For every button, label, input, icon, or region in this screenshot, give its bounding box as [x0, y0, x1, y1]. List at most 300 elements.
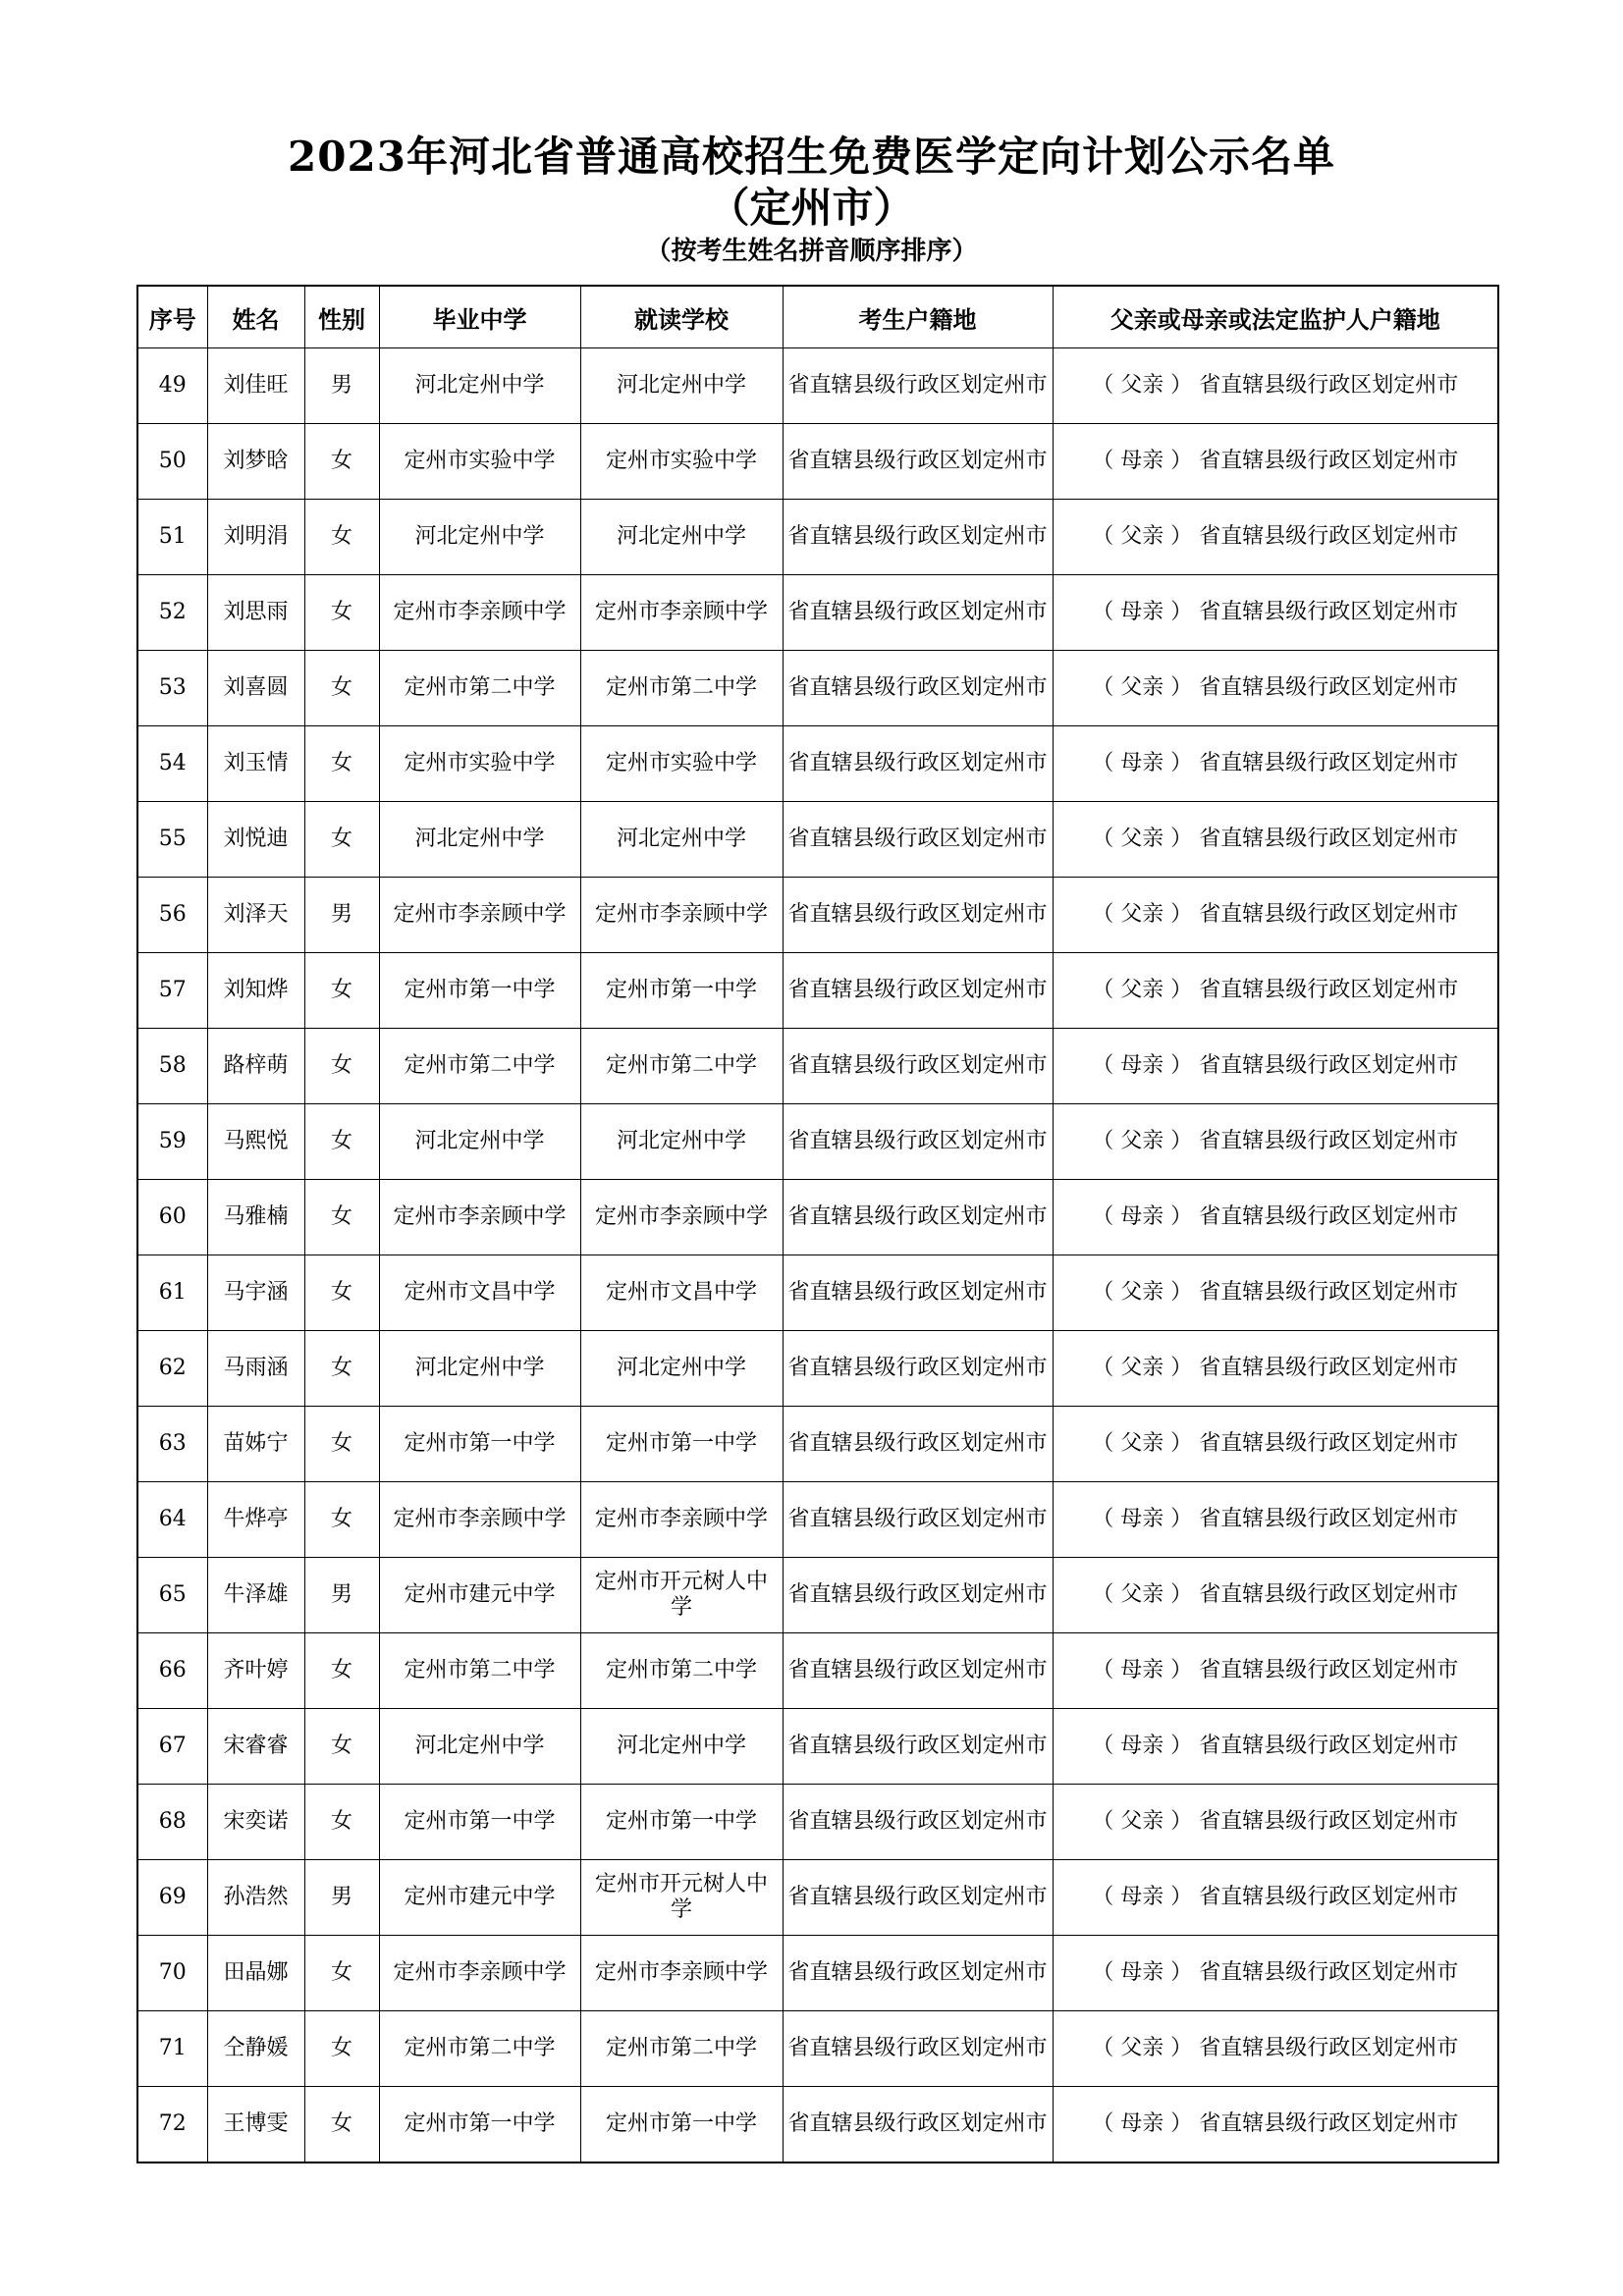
guardian-household-value: 省直辖县级行政区划定州市: [1199, 1356, 1459, 1380]
guardian-household-value: 省直辖县级行政区划定州市: [1199, 1734, 1459, 1758]
cell-name: 马雨涵: [207, 1331, 304, 1407]
relation-close-paren: ）: [1163, 1960, 1193, 1985]
guardian-household-value: 省直辖县级行政区划定州市: [1199, 1809, 1459, 1834]
guardian-relation: 母亲: [1120, 1885, 1164, 1909]
relation-open-paren: （: [1092, 2036, 1121, 2060]
relation-close-paren: ）: [1163, 1809, 1193, 1834]
cell-guardian-household: [1053, 802, 1498, 878]
cell-gender: 女: [304, 1936, 379, 2011]
cell-graduated-school: 定州市第二中学: [379, 1029, 580, 1104]
table-row: [137, 1104, 1498, 1180]
cell-name: 田晶娜: [207, 1936, 304, 2011]
cell-guardian-household: [1053, 2011, 1498, 2087]
relation-open-paren: （: [1092, 1053, 1121, 1078]
cell-name: 王博雯: [207, 2087, 304, 2163]
cell-guardian-household: [1053, 1407, 1498, 1482]
guardian-household-value: 省直辖县级行政区划定州市: [1199, 978, 1459, 1002]
relation-close-paren: ）: [1163, 1885, 1193, 1909]
cell-name: 刘明涓: [207, 500, 304, 575]
guardian-relation: 父亲: [1120, 675, 1164, 700]
guardian-relation: 父亲: [1120, 978, 1164, 1002]
cell-gender: 女: [304, 1785, 379, 1860]
cell-graduated-school: 定州市第一中学: [379, 953, 580, 1029]
table-row: [137, 1482, 1498, 1558]
guardian-relation: 父亲: [1120, 524, 1164, 549]
cell-graduated-school: 河北定州中学: [379, 1709, 580, 1785]
cell-graduated-school: 河北定州中学: [379, 1331, 580, 1407]
cell-graduated-school: 定州市第二中学: [379, 651, 580, 726]
guardian-household-value: 省直辖县级行政区划定州市: [1199, 1280, 1459, 1305]
guardian-household-value: 省直辖县级行政区划定州市: [1199, 449, 1459, 473]
cell-name: 孙浩然: [207, 1860, 304, 1936]
guardian-household-value: 省直辖县级行政区划定州市: [1199, 1658, 1459, 1682]
cell-guardian-household: [1053, 575, 1498, 651]
cell-graduated-school: 定州市李亲顾中学: [379, 1936, 580, 2011]
document-subtitle: （定州市）: [708, 184, 915, 232]
relation-close-paren: ）: [1163, 1053, 1193, 1078]
relation-close-paren: ）: [1163, 1204, 1193, 1229]
cell-index: 63: [137, 1407, 207, 1482]
cell-student-household: 省直辖县级行政区划定州市: [783, 1558, 1053, 1633]
table-row: [137, 1331, 1498, 1407]
cell-current-school: 定州市开元树人中学: [580, 1558, 783, 1633]
cell-gender: 男: [304, 348, 379, 424]
cell-graduated-school: 定州市李亲顾中学: [379, 1180, 580, 1255]
cell-guardian-household: [1053, 1633, 1498, 1709]
relation-open-paren: （: [1092, 1960, 1121, 1985]
cell-index: 72: [137, 2087, 207, 2163]
cell-current-school: 河北定州中学: [580, 500, 783, 575]
relation-open-paren: （: [1092, 1885, 1121, 1909]
relation-close-paren: ）: [1163, 2111, 1193, 2136]
guardian-household-value: 省直辖县级行政区划定州市: [1199, 1885, 1459, 1909]
cell-student-household: 省直辖县级行政区划定州市: [783, 802, 1053, 878]
header-gender: 性别: [304, 286, 379, 348]
guardian-household-value: 省直辖县级行政区划定州市: [1199, 373, 1459, 398]
relation-open-paren: （: [1092, 902, 1121, 927]
cell-gender: 女: [304, 2087, 379, 2163]
relation-open-paren: （: [1092, 1734, 1121, 1758]
cell-student-household: 省直辖县级行政区划定州市: [783, 1633, 1053, 1709]
cell-graduated-school: 河北定州中学: [379, 802, 580, 878]
relation-close-paren: ）: [1163, 2036, 1193, 2060]
relation-close-paren: ）: [1163, 1431, 1193, 1456]
cell-index: 50: [137, 424, 207, 500]
header-index: 序号: [137, 286, 207, 348]
guardian-household-value: 省直辖县级行政区划定州市: [1199, 2036, 1459, 2060]
header-current-school: 就读学校: [580, 286, 783, 348]
header-graduated-school: 毕业中学: [379, 286, 580, 348]
cell-guardian-household: [1053, 651, 1498, 726]
cell-current-school: 定州市第一中学: [580, 1785, 783, 1860]
cell-guardian-household: [1053, 348, 1498, 424]
cell-index: 54: [137, 726, 207, 802]
guardian-relation: 母亲: [1120, 1204, 1164, 1229]
cell-name: 苗姊宁: [207, 1407, 304, 1482]
cell-name: 路梓萌: [207, 1029, 304, 1104]
cell-name: 刘佳旺: [207, 348, 304, 424]
cell-guardian-household: [1053, 500, 1498, 575]
relation-close-paren: ）: [1163, 1129, 1193, 1153]
cell-name: 刘玉情: [207, 726, 304, 802]
cell-gender: 女: [304, 1709, 379, 1785]
relation-close-paren: ）: [1163, 978, 1193, 1002]
relation-open-paren: （: [1092, 978, 1121, 1002]
guardian-household-value: 省直辖县级行政区划定州市: [1199, 1204, 1459, 1229]
cell-gender: 男: [304, 1860, 379, 1936]
cell-current-school: 河北定州中学: [580, 348, 783, 424]
relation-open-paren: （: [1092, 675, 1121, 700]
guardian-household-value: 省直辖县级行政区划定州市: [1199, 675, 1459, 700]
cell-current-school: 定州市实验中学: [580, 726, 783, 802]
cell-guardian-household: [1053, 2087, 1498, 2163]
cell-graduated-school: 定州市李亲顾中学: [379, 575, 580, 651]
guardian-household-value: 省直辖县级行政区划定州市: [1199, 902, 1459, 927]
relation-close-paren: ）: [1163, 373, 1193, 398]
cell-current-school: 定州市李亲顾中学: [580, 1180, 783, 1255]
cell-gender: 女: [304, 575, 379, 651]
cell-graduated-school: 河北定州中学: [379, 1104, 580, 1180]
cell-student-household: 省直辖县级行政区划定州市: [783, 424, 1053, 500]
guardian-household-value: 省直辖县级行政区划定州市: [1199, 1582, 1459, 1607]
table-row: [137, 424, 1498, 500]
guardian-household-value: 省直辖县级行政区划定州市: [1199, 1129, 1459, 1153]
cell-gender: 女: [304, 1407, 379, 1482]
cell-current-school: 河北定州中学: [580, 1709, 783, 1785]
cell-index: 60: [137, 1180, 207, 1255]
cell-student-household: 省直辖县级行政区划定州市: [783, 1936, 1053, 2011]
relation-open-paren: （: [1092, 1431, 1121, 1456]
guardian-relation: 父亲: [1120, 827, 1164, 851]
guardian-household-value: 省直辖县级行政区划定州市: [1199, 524, 1459, 549]
relation-close-paren: ）: [1163, 902, 1193, 927]
cell-student-household: 省直辖县级行政区划定州市: [783, 953, 1053, 1029]
cell-student-household: 省直辖县级行政区划定州市: [783, 1482, 1053, 1558]
relation-open-paren: （: [1092, 1582, 1121, 1607]
cell-index: 49: [137, 348, 207, 424]
cell-gender: 女: [304, 1029, 379, 1104]
relation-open-paren: （: [1092, 1204, 1121, 1229]
cell-graduated-school: 定州市李亲顾中学: [379, 878, 580, 953]
cell-gender: 女: [304, 1331, 379, 1407]
cell-name: 刘思雨: [207, 575, 304, 651]
cell-current-school: 定州市李亲顾中学: [580, 575, 783, 651]
cell-gender: 女: [304, 424, 379, 500]
cell-student-household: 省直辖县级行政区划定州市: [783, 1104, 1053, 1180]
cell-index: 64: [137, 1482, 207, 1558]
relation-close-paren: ）: [1163, 524, 1193, 549]
cell-guardian-household: [1053, 878, 1498, 953]
cell-name: 刘梦晗: [207, 424, 304, 500]
table-row: [137, 1936, 1498, 2011]
cell-student-household: 省直辖县级行政区划定州市: [783, 1180, 1053, 1255]
sort-note: （按考生姓名拼音顺序排序）: [645, 237, 978, 266]
cell-index: 67: [137, 1709, 207, 1785]
table-row: [137, 1709, 1498, 1785]
relation-close-paren: ）: [1163, 751, 1193, 775]
cell-index: 57: [137, 953, 207, 1029]
table-row: [137, 1255, 1498, 1331]
cell-index: 53: [137, 651, 207, 726]
cell-index: 59: [137, 1104, 207, 1180]
cell-student-household: 省直辖县级行政区划定州市: [783, 651, 1053, 726]
guardian-relation: 母亲: [1120, 600, 1164, 624]
guardian-relation: 父亲: [1120, 373, 1164, 398]
cell-student-household: 省直辖县级行政区划定州市: [783, 1407, 1053, 1482]
guardian-relation: 母亲: [1120, 1507, 1164, 1531]
guardian-relation: 母亲: [1120, 449, 1164, 473]
relation-open-paren: （: [1092, 1356, 1121, 1380]
relation-open-paren: （: [1092, 751, 1121, 775]
cell-current-school: 定州市实验中学: [580, 424, 783, 500]
cell-current-school: 定州市第一中学: [580, 953, 783, 1029]
relation-close-paren: ）: [1163, 1734, 1193, 1758]
cell-gender: 女: [304, 500, 379, 575]
cell-gender: 女: [304, 726, 379, 802]
cell-graduated-school: 定州市第一中学: [379, 1785, 580, 1860]
cell-student-household: 省直辖县级行政区划定州市: [783, 726, 1053, 802]
cell-graduated-school: 定州市建元中学: [379, 1860, 580, 1936]
relation-close-paren: ）: [1163, 600, 1193, 624]
cell-guardian-household: [1053, 1558, 1498, 1633]
relation-open-paren: （: [1092, 373, 1121, 398]
relation-open-paren: （: [1092, 1658, 1121, 1682]
guardian-relation: 父亲: [1120, 902, 1164, 927]
cell-student-household: 省直辖县级行政区划定州市: [783, 1255, 1053, 1331]
cell-index: 68: [137, 1785, 207, 1860]
relation-close-paren: ）: [1163, 827, 1193, 851]
guardian-relation: 父亲: [1120, 1431, 1164, 1456]
cell-index: 65: [137, 1558, 207, 1633]
table-row: [137, 1407, 1498, 1482]
guardian-relation: 父亲: [1120, 1280, 1164, 1305]
guardian-relation: 母亲: [1120, 1734, 1164, 1758]
cell-guardian-household: [1053, 1936, 1498, 2011]
cell-current-school: 定州市李亲顾中学: [580, 878, 783, 953]
cell-guardian-household: [1053, 1482, 1498, 1558]
guardian-household-value: 省直辖县级行政区划定州市: [1199, 2111, 1459, 2136]
relation-close-paren: ）: [1163, 675, 1193, 700]
cell-graduated-school: 定州市第二中学: [379, 2011, 580, 2087]
guardian-household-value: 省直辖县级行政区划定州市: [1199, 1431, 1459, 1456]
cell-current-school: 定州市开元树人中学: [580, 1860, 783, 1936]
cell-guardian-household: [1053, 1180, 1498, 1255]
cell-student-household: 省直辖县级行政区划定州市: [783, 878, 1053, 953]
cell-gender: 男: [304, 878, 379, 953]
header-name: 姓名: [207, 286, 304, 348]
cell-index: 55: [137, 802, 207, 878]
relation-open-paren: （: [1092, 1507, 1121, 1531]
guardian-relation: 父亲: [1120, 1582, 1164, 1607]
cell-current-school: 定州市第二中学: [580, 1029, 783, 1104]
table-row: [137, 575, 1498, 651]
cell-current-school: 河北定州中学: [580, 1331, 783, 1407]
cell-gender: 男: [304, 1558, 379, 1633]
cell-name: 刘悦迪: [207, 802, 304, 878]
table-body: [137, 348, 1498, 2163]
cell-gender: 女: [304, 802, 379, 878]
cell-guardian-household: [1053, 1709, 1498, 1785]
cell-current-school: 定州市李亲顾中学: [580, 1936, 783, 2011]
cell-index: 61: [137, 1255, 207, 1331]
cell-guardian-household: [1053, 953, 1498, 1029]
relation-open-paren: （: [1092, 1280, 1121, 1305]
cell-current-school: 河北定州中学: [580, 802, 783, 878]
table-row: [137, 953, 1498, 1029]
cell-guardian-household: [1053, 1029, 1498, 1104]
cell-guardian-household: [1053, 424, 1498, 500]
cell-name: 马宇涵: [207, 1255, 304, 1331]
table-row: [137, 802, 1498, 878]
cell-current-school: 定州市第二中学: [580, 651, 783, 726]
cell-student-household: 省直辖县级行政区划定州市: [783, 1709, 1053, 1785]
relation-open-paren: （: [1092, 2111, 1121, 2136]
relation-open-paren: （: [1092, 1809, 1121, 1834]
cell-name: 刘知烨: [207, 953, 304, 1029]
table-row: [137, 1558, 1498, 1633]
cell-index: 66: [137, 1633, 207, 1709]
cell-student-household: 省直辖县级行政区划定州市: [783, 1860, 1053, 1936]
table-row: [137, 2087, 1498, 2163]
table-row: [137, 1029, 1498, 1104]
cell-student-household: 省直辖县级行政区划定州市: [783, 575, 1053, 651]
cell-name: 马熙悦: [207, 1104, 304, 1180]
cell-gender: 女: [304, 1180, 379, 1255]
relation-open-paren: （: [1092, 827, 1121, 851]
cell-student-household: 省直辖县级行政区划定州市: [783, 2011, 1053, 2087]
guardian-household-value: 省直辖县级行政区划定州市: [1199, 1053, 1459, 1078]
cell-student-household: 省直辖县级行政区划定州市: [783, 348, 1053, 424]
relation-close-paren: ）: [1163, 1658, 1193, 1682]
header-student-household: 考生户籍地: [783, 286, 1053, 348]
cell-graduated-school: 河北定州中学: [379, 500, 580, 575]
cell-guardian-household: [1053, 1331, 1498, 1407]
cell-index: 69: [137, 1860, 207, 1936]
cell-current-school: 定州市第一中学: [580, 2087, 783, 2163]
guardian-household-value: 省直辖县级行政区划定州市: [1199, 1507, 1459, 1531]
cell-gender: 女: [304, 1482, 379, 1558]
guardian-relation: 父亲: [1120, 1129, 1164, 1153]
cell-index: 62: [137, 1331, 207, 1407]
cell-index: 71: [137, 2011, 207, 2087]
roster-table: [136, 285, 1499, 2163]
cell-student-household: 省直辖县级行政区划定州市: [783, 1331, 1053, 1407]
guardian-household-value: 省直辖县级行政区划定州市: [1199, 751, 1459, 775]
cell-gender: 女: [304, 1633, 379, 1709]
table-row: [137, 878, 1498, 953]
cell-gender: 女: [304, 953, 379, 1029]
guardian-relation: 母亲: [1120, 1053, 1164, 1078]
cell-index: 70: [137, 1936, 207, 2011]
relation-open-paren: （: [1092, 524, 1121, 549]
cell-graduated-school: 定州市文昌中学: [379, 1255, 580, 1331]
guardian-household-value: 省直辖县级行政区划定州市: [1199, 1960, 1459, 1985]
document-title: 2023年河北省普通高校招生免费医学定向计划公示名单: [288, 133, 1335, 181]
cell-current-school: 定州市第二中学: [580, 2011, 783, 2087]
guardian-relation: 父亲: [1120, 2036, 1164, 2060]
table-row: [137, 651, 1498, 726]
guardian-household-value: 省直辖县级行政区划定州市: [1199, 827, 1459, 851]
relation-open-paren: （: [1092, 449, 1121, 473]
cell-name: 刘泽天: [207, 878, 304, 953]
relation-close-paren: ）: [1163, 1280, 1193, 1305]
cell-index: 56: [137, 878, 207, 953]
table-row: [137, 1633, 1498, 1709]
cell-student-household: 省直辖县级行政区划定州市: [783, 2087, 1053, 2163]
cell-graduated-school: 定州市第一中学: [379, 1407, 580, 1482]
cell-guardian-household: [1053, 726, 1498, 802]
cell-current-school: 定州市文昌中学: [580, 1255, 783, 1331]
cell-student-household: 省直辖县级行政区划定州市: [783, 1029, 1053, 1104]
relation-close-paren: ）: [1163, 1582, 1193, 1607]
relation-close-paren: ）: [1163, 1356, 1193, 1380]
cell-gender: 女: [304, 2011, 379, 2087]
guardian-household-value: 省直辖县级行政区划定州市: [1199, 600, 1459, 624]
cell-name: 牛泽雄: [207, 1558, 304, 1633]
cell-name: 宋睿睿: [207, 1709, 304, 1785]
cell-index: 58: [137, 1029, 207, 1104]
cell-guardian-household: [1053, 1785, 1498, 1860]
table-row: [137, 1860, 1498, 1936]
cell-student-household: 省直辖县级行政区划定州市: [783, 500, 1053, 575]
table-header-row: [137, 286, 1498, 348]
cell-name: 齐叶婷: [207, 1633, 304, 1709]
cell-guardian-household: [1053, 1104, 1498, 1180]
table-row: [137, 726, 1498, 802]
relation-close-paren: ）: [1163, 1507, 1193, 1531]
cell-name: 刘喜圆: [207, 651, 304, 726]
guardian-relation: 母亲: [1120, 2111, 1164, 2136]
cell-graduated-school: 定州市实验中学: [379, 424, 580, 500]
cell-index: 51: [137, 500, 207, 575]
cell-graduated-school: 河北定州中学: [379, 348, 580, 424]
cell-current-school: 定州市第一中学: [580, 1407, 783, 1482]
relation-close-paren: ）: [1163, 449, 1193, 473]
cell-name: 马雅楠: [207, 1180, 304, 1255]
cell-graduated-school: 定州市第二中学: [379, 1633, 580, 1709]
cell-name: 仝静媛: [207, 2011, 304, 2087]
table-row: [137, 1180, 1498, 1255]
cell-graduated-school: 定州市实验中学: [379, 726, 580, 802]
cell-gender: 女: [304, 1255, 379, 1331]
cell-current-school: 定州市第二中学: [580, 1633, 783, 1709]
cell-gender: 女: [304, 651, 379, 726]
cell-graduated-school: 定州市第一中学: [379, 2087, 580, 2163]
table-row: [137, 348, 1498, 424]
guardian-relation: 母亲: [1120, 751, 1164, 775]
guardian-relation: 母亲: [1120, 1960, 1164, 1985]
cell-gender: 女: [304, 1104, 379, 1180]
guardian-relation: 母亲: [1120, 1658, 1164, 1682]
relation-open-paren: （: [1092, 1129, 1121, 1153]
cell-guardian-household: [1053, 1860, 1498, 1936]
relation-open-paren: （: [1092, 600, 1121, 624]
cell-current-school: 河北定州中学: [580, 1104, 783, 1180]
cell-student-household: 省直辖县级行政区划定州市: [783, 1785, 1053, 1860]
cell-current-school: 定州市李亲顾中学: [580, 1482, 783, 1558]
guardian-relation: 父亲: [1120, 1809, 1164, 1834]
table-row: [137, 500, 1498, 575]
table-row: [137, 1785, 1498, 1860]
cell-index: 52: [137, 575, 207, 651]
guardian-relation: 父亲: [1120, 1356, 1164, 1380]
cell-name: 宋奕诺: [207, 1785, 304, 1860]
table-row: [137, 2011, 1498, 2087]
cell-name: 牛烨亭: [207, 1482, 304, 1558]
cell-graduated-school: 定州市建元中学: [379, 1558, 580, 1633]
cell-guardian-household: [1053, 1255, 1498, 1331]
cell-graduated-school: 定州市李亲顾中学: [379, 1482, 580, 1558]
